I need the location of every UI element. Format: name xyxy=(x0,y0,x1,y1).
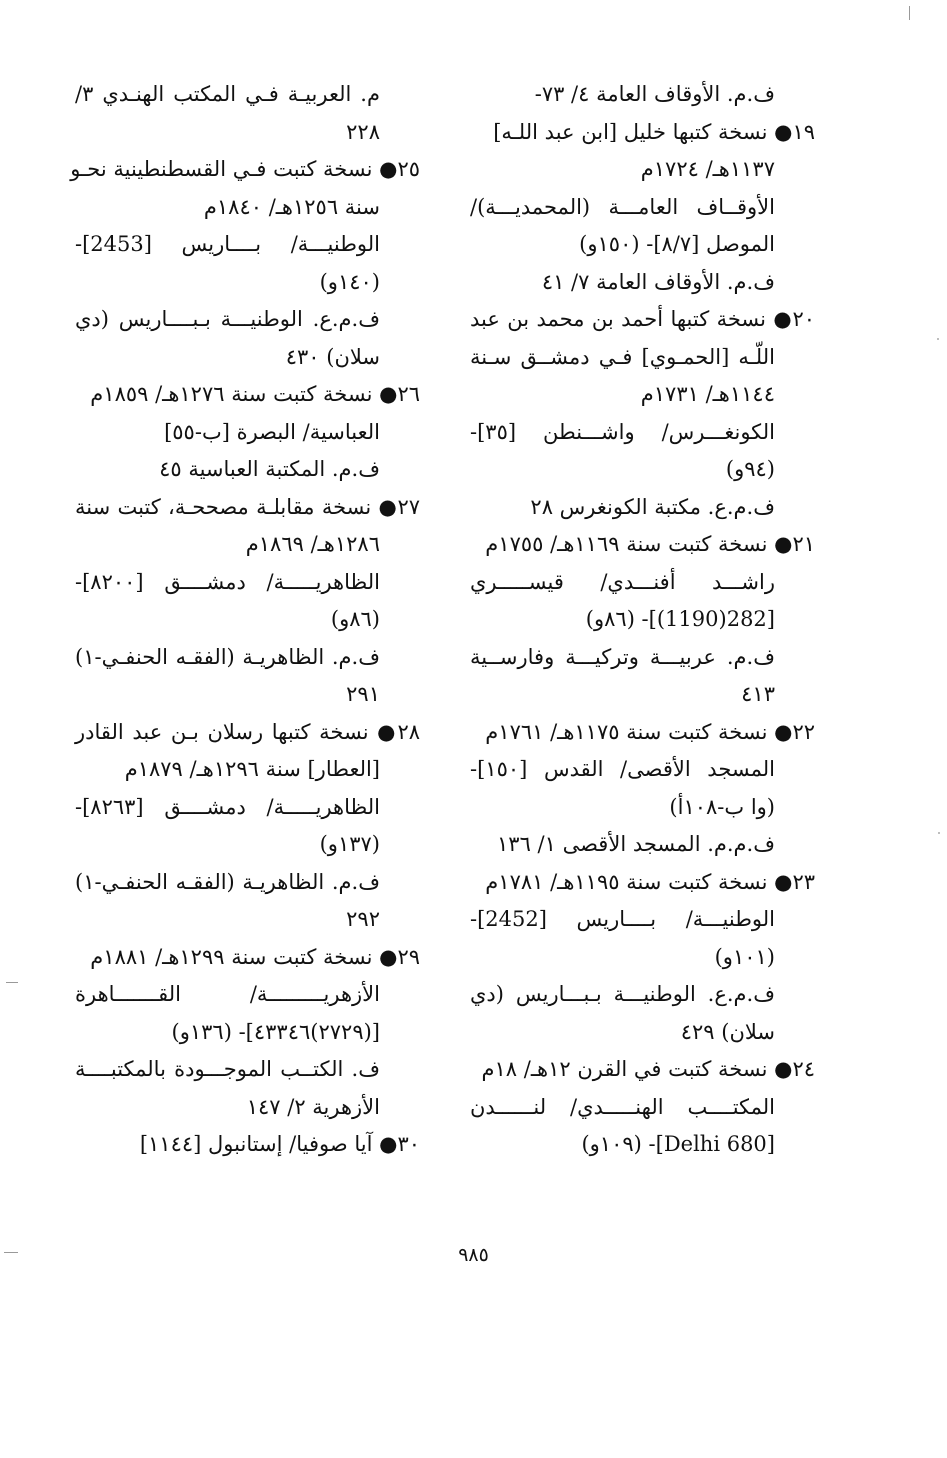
text-line: ٢٤● نسخة كتبت في القرن ١٢هـ/ ١٨م xyxy=(481,1057,815,1081)
text-line: ٢٠● نسخة كتبها أحمد بن محمد بن عبد xyxy=(470,307,815,331)
scan-edge-mark xyxy=(909,6,910,20)
text-line: سلان) ٤٣٠ xyxy=(285,344,380,369)
text-line: سنة ١٢٥٦هـ/ ١٨٤٠م xyxy=(203,194,380,219)
text-line: م. العربيـة فـي المكتب الهنـدي ٣/ xyxy=(75,82,380,106)
text-line: المكتــــب الهنـــــدي/ لنــــــدن xyxy=(470,1094,775,1119)
text-line: (٨٦و) xyxy=(330,607,380,631)
text-line: ف.م. الأوقاف العامة ٧/ ٤١ xyxy=(541,269,775,294)
text-line: الظاهريـــــة/ دمشــــق [٨٢٦٣]- xyxy=(75,794,380,819)
text-line: ف.م. الأوقاف العامة ٤/ ٧٣- xyxy=(534,82,775,106)
text-line: العباسية/ البصرة [ب-٥٥] xyxy=(164,419,380,444)
text-line: ٢٧● نسخة مقابلـة مصححـة، كتبت سنة xyxy=(75,494,420,519)
text-line: الظاهريـــــة/ دمشــــق [٨٢٠٠]- xyxy=(75,569,380,594)
text-line: الأوقــاف العامـــة (المحمديـــة)/ xyxy=(470,194,775,219)
text-line: ف.م.م. المسجد الأقصى ١/ ١٣٦ xyxy=(497,832,775,856)
text-line: (١٤٠و) xyxy=(319,269,380,294)
text-line: [Delhi 680]- (١٠٩و) xyxy=(581,1132,775,1156)
text-line: ١٢٨٦هـ/ ١٨٦٩م xyxy=(245,532,380,556)
text-line: ٢٣● نسخة كتبت سنة ١١٩٥هـ/ ١٧٨١م xyxy=(485,869,815,894)
text-line: [(٢٧٢٩)٤٣٣٤٦]- (١٣٦و) xyxy=(171,1019,380,1044)
text-line: ف. الكتــب الموجـــودة بالمكتبــــة xyxy=(75,1057,380,1081)
scan-margin-mark xyxy=(6,982,18,983)
text-line: ٢٥● نسخة كتبت فـي القسطنطينية نحـو xyxy=(70,157,420,181)
text-line: ٤١٣ xyxy=(741,682,775,706)
scan-speck xyxy=(938,832,940,834)
text-line: (١٣٧و) xyxy=(319,832,380,856)
text-line: (وا ب-١٠٨أ) xyxy=(669,794,775,819)
text-line: ف.م. الظاهريـة (الفقـه الحنفـي-١) xyxy=(75,869,380,894)
text-line: الأزهرية ٢/ ١٤٧ xyxy=(246,1094,380,1119)
text-line: ٢٩١ xyxy=(346,682,380,706)
scan-speck xyxy=(937,338,939,340)
text-line: راشـــد أفنـــدي/ قيســـــري xyxy=(470,569,775,594)
text-line: الوطنيـــة/ بــــاريس [2452]- xyxy=(470,907,775,931)
text-line: (١٠١و) xyxy=(714,944,775,969)
text-line: سلان) ٤٢٩ xyxy=(680,1019,775,1044)
text-line: ف.م.ع. الوطنيـــة بـبــــاريس (دي xyxy=(75,307,380,331)
text-line: ف.م. المكتبة العباسية ٤٥ xyxy=(159,457,380,481)
text-line: ١٩● نسخة كتبها خليل [ابن عبد اللـه] xyxy=(493,119,815,144)
text-line: ٢٩٢ xyxy=(346,907,380,931)
text-line: ١١٤٤هـ/ ١٧٣١م xyxy=(640,382,775,406)
text-line: ١١٣٧هـ/ ١٧٢٤م xyxy=(640,157,775,181)
text-line: [العطار] سنة ١٢٩٦هـ/ ١٨٧٩م xyxy=(124,757,380,781)
text-line: الوطنيـــة/ بــــاريس [2453]- xyxy=(75,232,380,256)
text-line: ف.م.ع. مكتبة الكونغرس ٢٨ xyxy=(530,494,775,519)
text-line: ٢٢٨ xyxy=(346,119,380,144)
text-line: ف.م. الظاهريـة (الفقـه الحنفـي-١) xyxy=(75,644,380,669)
text-line: ف.م. عربيـــة وتركيـــة وفارســية xyxy=(470,644,775,669)
text-line: الكونغـــرس/ واشـــنطن [٣٥]- xyxy=(470,419,775,444)
text-line: ٢٦● نسخة كتبت سنة ١٢٧٦هـ/ ١٨٥٩م xyxy=(90,382,420,406)
text-line: الأزهريـــــــــة/ القـــــــاهرة xyxy=(75,982,380,1006)
text-line: (٩٤و) xyxy=(725,457,775,481)
text-line: ف.م.ع. الوطنيـــة بـبـــاريس (دي xyxy=(470,982,775,1006)
left-text-column xyxy=(70,76,420,1164)
page-number: ٩٨٥ xyxy=(458,1244,489,1266)
text-line: ٢١● نسخة كتبت سنة ١١٦٩هـ/ ١٧٥٥م xyxy=(485,532,815,556)
text-line: ٢٢● نسخة كتبت سنة ١١٧٥هـ/ ١٧٦١م xyxy=(485,719,815,744)
text-line: ٢٨● نسخة كتبها رسلان بـن عبد القادر xyxy=(75,719,420,744)
text-line: ٣٠● آيا صوفيا/ إستانبول [١١٤٤] xyxy=(139,1132,420,1156)
text-line: ٢٩● نسخة كتبت سنة ١٢٩٩هـ/ ١٨٨١م xyxy=(90,944,420,969)
text-line: اللّـه [الحمـوي] فـي دمشــق سـنة xyxy=(470,344,775,369)
right-text-column xyxy=(470,76,815,1164)
text-line: المسجد الأقصى/ القدس [١٥٠]- xyxy=(470,757,775,781)
text-line: [282(1190)]- (٨٦و) xyxy=(585,607,775,631)
text-line: الموصل [٨/٧]- (١٥٠و) xyxy=(579,232,775,256)
